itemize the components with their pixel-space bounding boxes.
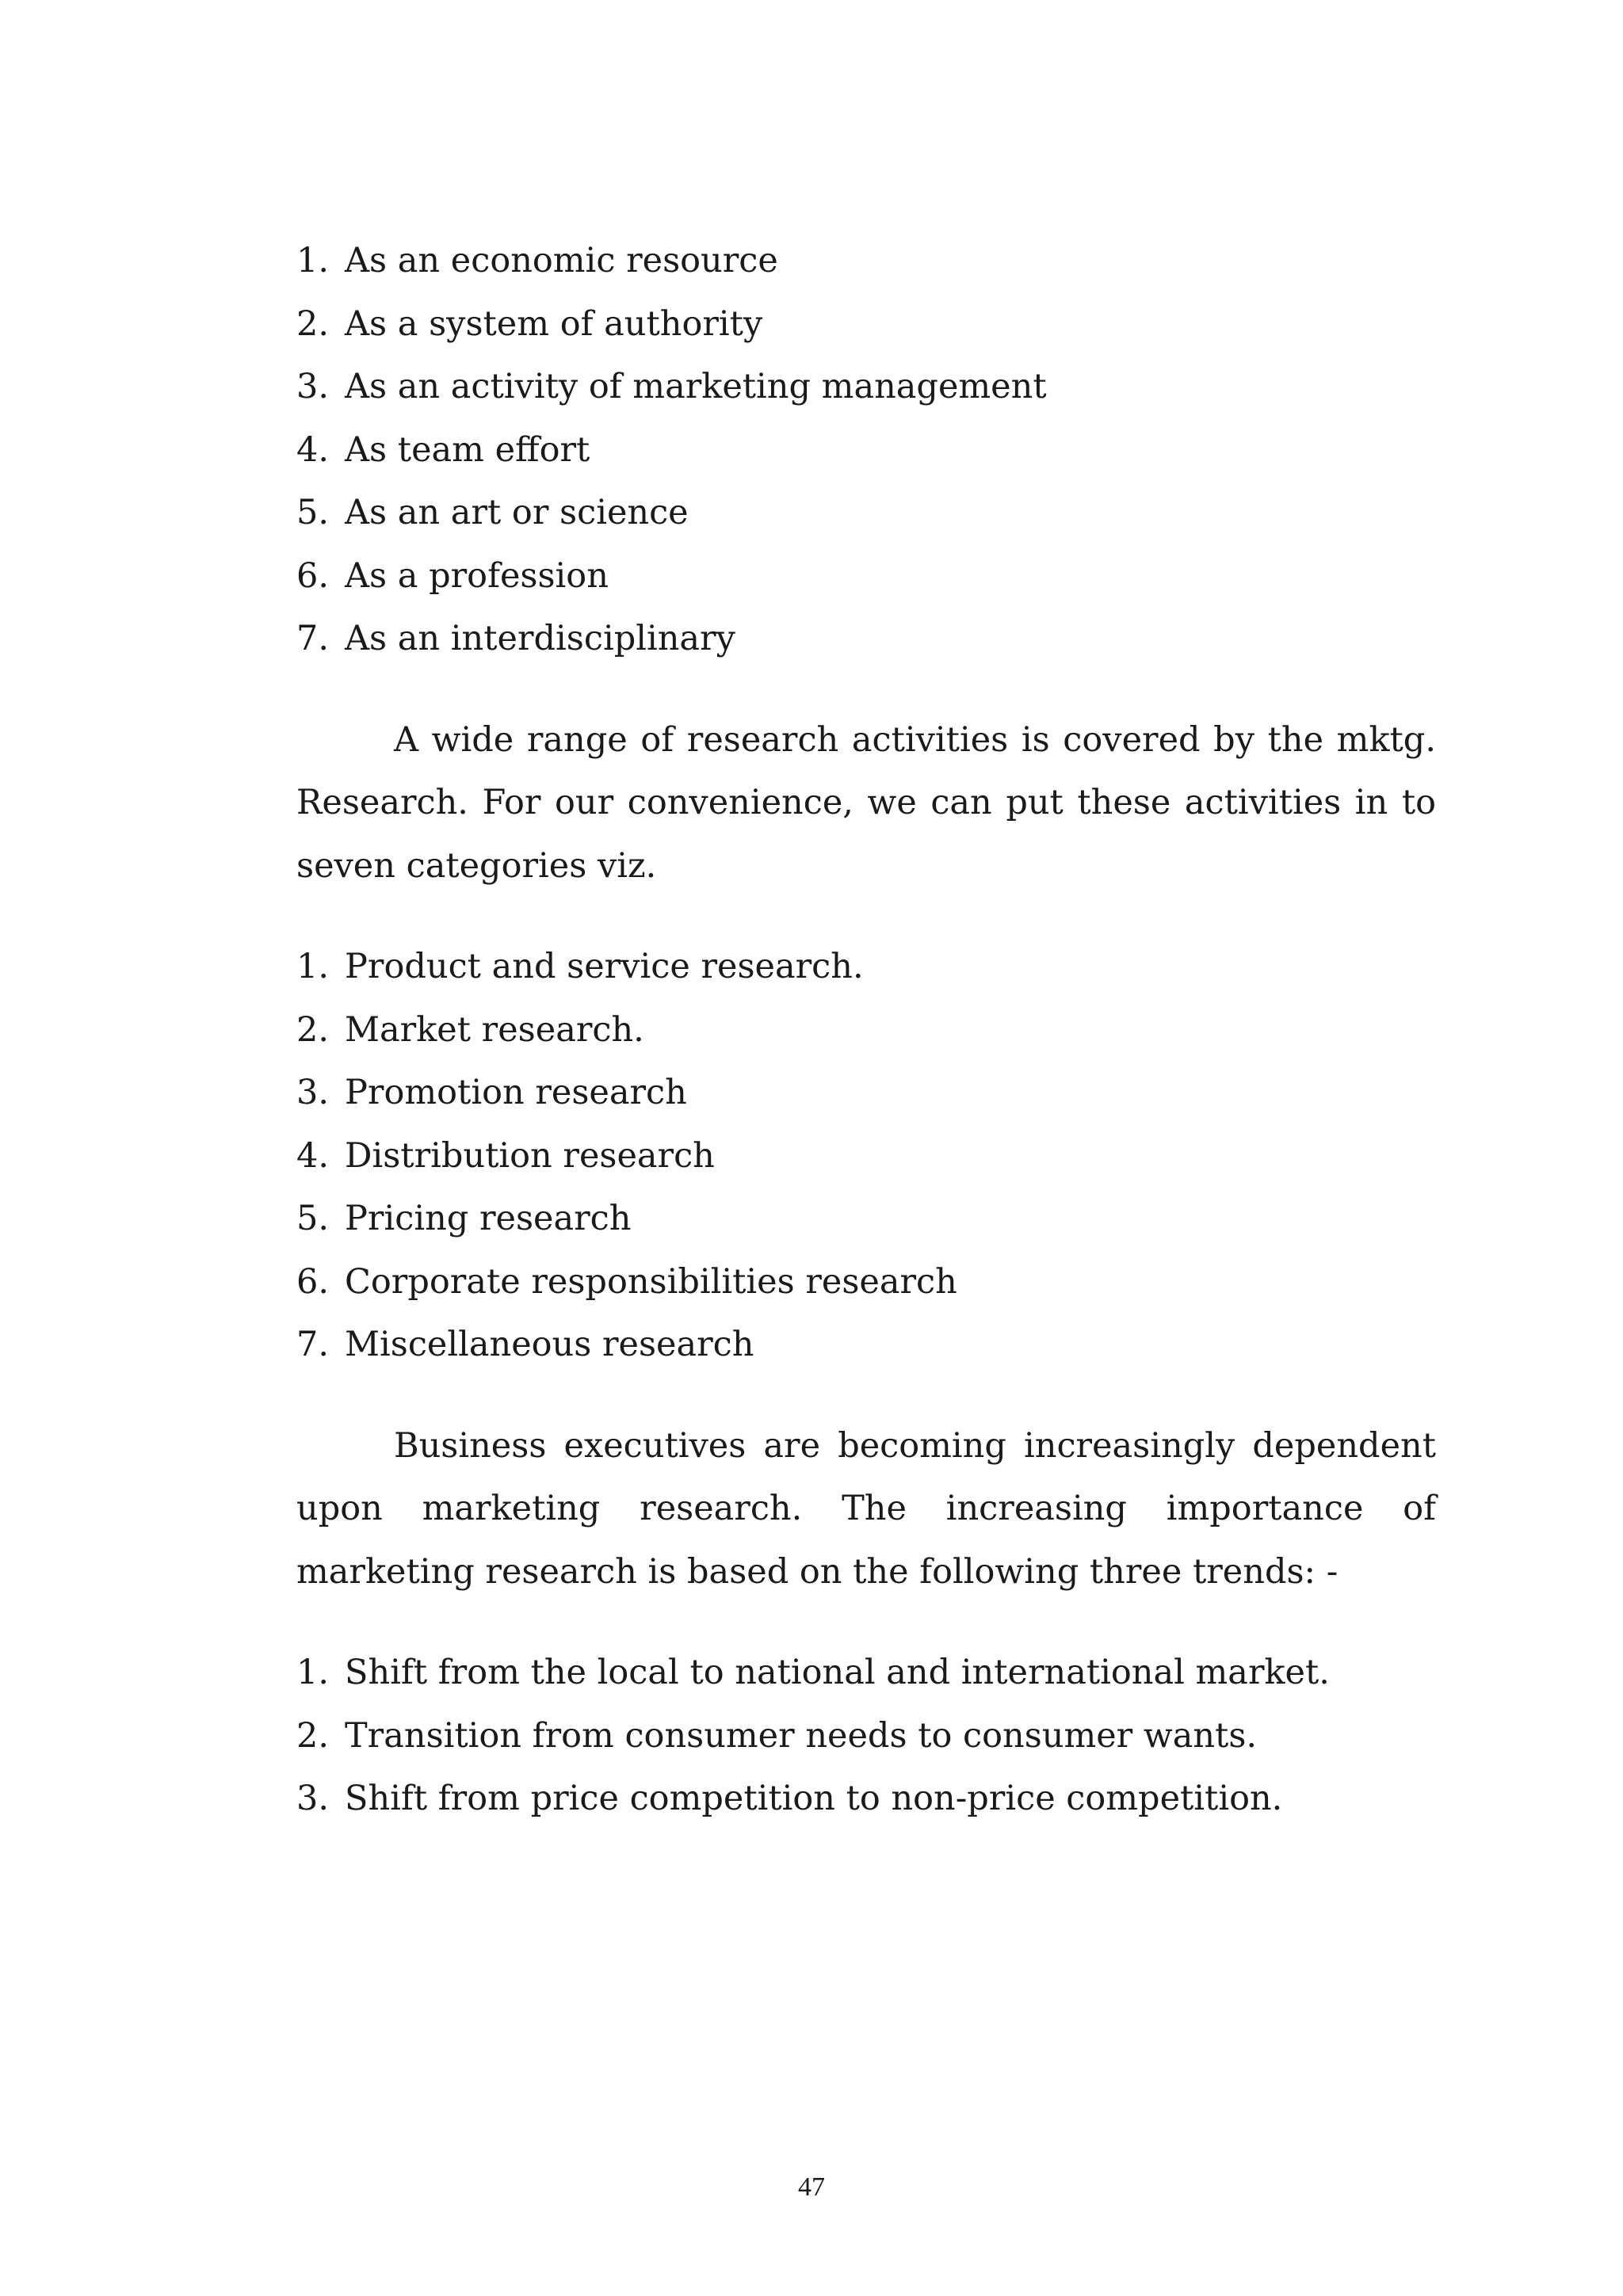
list-text: Miscellaneous research — [345, 1325, 754, 1364]
list-text: As an art or science — [345, 493, 689, 532]
trends-list — [296, 1642, 1436, 1831]
list-number: 6. — [296, 555, 330, 596]
list-number: 1. — [296, 1653, 330, 1692]
list-item — [296, 999, 1436, 1062]
list-number: 2. — [296, 1009, 330, 1050]
list-text: Pricing research — [345, 1199, 632, 1238]
list-item — [296, 482, 1436, 545]
perspectives-list — [296, 230, 1436, 671]
list-item — [296, 230, 1436, 293]
research-activities-paragraph: A wide range of research activities is covered by the mktg. Research. For our convenience, we can put these activities in to seven categories viz. — [296, 719, 1436, 886]
list-number: 4. — [296, 429, 330, 470]
list-number: 2. — [296, 303, 330, 344]
list-number: 6. — [296, 1261, 330, 1302]
list-text: Distribution research — [345, 1135, 715, 1176]
list-text: As a system of authority — [345, 303, 763, 344]
list-number: 1. — [296, 947, 330, 986]
list-item — [296, 1642, 1436, 1705]
list-number: 3. — [296, 1779, 330, 1818]
list-item — [296, 1705, 1436, 1768]
list-item — [296, 1062, 1436, 1125]
list-text: Shift from price competition to non-price competition. — [345, 1779, 1283, 1818]
list-number: 5. — [296, 1199, 330, 1238]
business-executives-paragraph: Business executives are becoming increasingly dependent upon marketing research. The increasing importance of marketing research is based on the following three trends: - — [296, 1425, 1436, 1592]
list-item — [296, 293, 1436, 357]
list-text: As an activity of marketing management — [345, 367, 1047, 406]
list-item — [296, 608, 1436, 671]
list-item — [296, 1768, 1436, 1831]
list-text: As an interdisciplinary — [345, 619, 735, 658]
list-text: Product and service research. — [345, 947, 864, 986]
list-text: Corporate responsibilities research — [345, 1261, 957, 1302]
list-text: Promotion research — [345, 1073, 687, 1112]
list-item — [296, 419, 1436, 482]
research-categories-list — [296, 936, 1436, 1377]
list-text: Shift from the local to national and international market. — [345, 1653, 1330, 1692]
page-number: 47 — [798, 2172, 825, 2202]
list-item — [296, 1314, 1436, 1377]
list-text: As team effort — [345, 429, 590, 470]
list-number: 2. — [296, 1715, 330, 1756]
list-number: 5. — [296, 493, 330, 532]
list-text: As an economic resource — [345, 241, 778, 280]
list-item — [296, 545, 1436, 608]
list-number: 3. — [296, 367, 330, 406]
list-item — [296, 1251, 1436, 1314]
list-item — [296, 1188, 1436, 1251]
list-text: Market research. — [345, 1009, 644, 1050]
list-item — [296, 356, 1436, 419]
list-number: 7. — [296, 1325, 330, 1364]
list-number: 3. — [296, 1073, 330, 1112]
document-body — [296, 230, 1436, 1831]
list-item — [296, 936, 1436, 999]
list-number: 4. — [296, 1135, 330, 1176]
list-text: Transition from consumer needs to consumer wants. — [345, 1715, 1258, 1756]
list-text: As a profession — [345, 555, 609, 596]
list-item — [296, 1125, 1436, 1188]
list-number: 1. — [296, 241, 330, 280]
list-number: 7. — [296, 619, 330, 658]
